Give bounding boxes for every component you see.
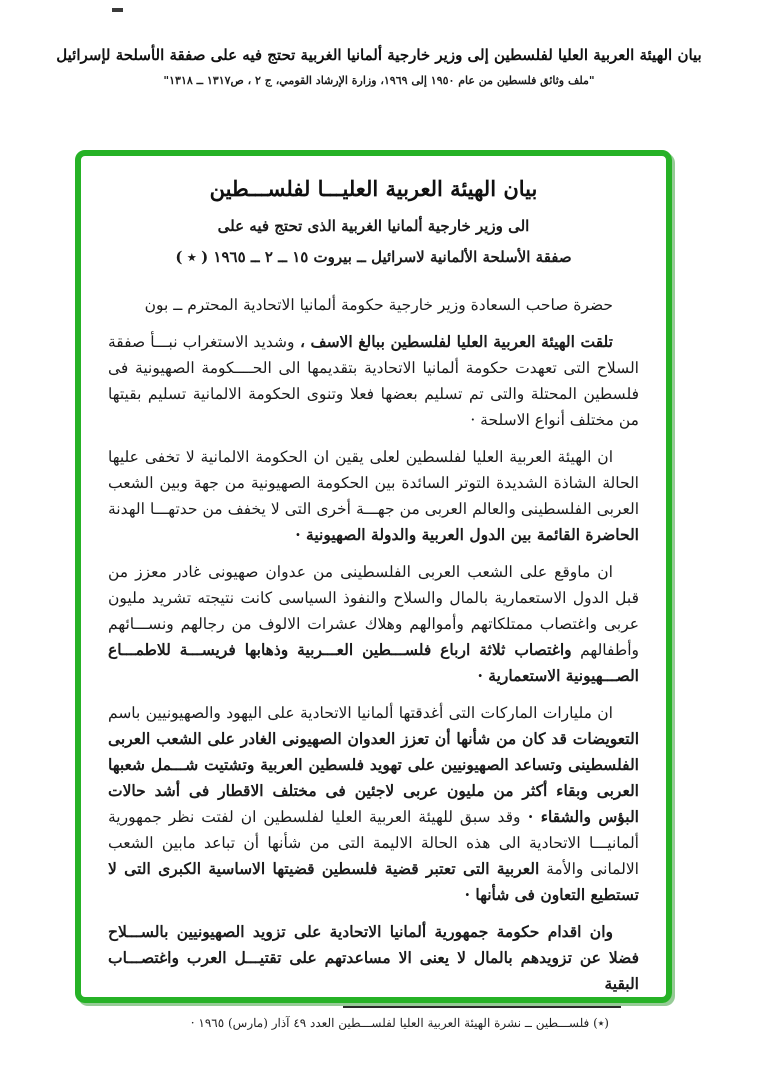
paragraph-segment: ان مليارات الماركات التى أغدقتها ألمانيا الاتحادية على اليهود والصهيونيين باسم [108,704,613,722]
paragraph-segment: تلقت الهيئة العربية العليا لفلسطين ببالغ الاسف ، [294,332,613,351]
paragraph-segment: ان ماوقع على الشعب العربى الفلسطينى من عدوان صهيونى غادر معزز من قبل الدول الاستعمارية بالمال والسلاح والنفوذ السياسى كانت نتيجته تشريد مليون عربى واغتصاب ممتلكاتهم وأموالهم وهلاك عشرات الالوف من رجالهم ونســـائهم وأطفالهم [108,563,639,659]
paragraph-segment: وان اقدام حكومة جمهورية ألمانيا الاتحادية على تزويد الصهيونيين بالســـلاح فضلا عن تزويدهم بالمال لا يعنى الا مساعدتهم على تقتيـــل العرب واغتصـــاب البقية [108,922,639,993]
paragraph-segment: التعويضات قد كان من شأنها أن تعزز العدوان الصهيونى الغادر على الشعب العربى الفلسطينى وتساعد الصهيونيين على تهويد فلسطين العربية وتشتيت شـــمل شعبها العربى وبقاء أكثر من مليون عربى لاجئين فى مختلف الاقطار فى أشد حالات البؤس والشقاء · [108,729,639,826]
scan-artifact-mark [112,8,123,12]
paragraph-segment: الحاضرة القائمة بين الدول العربية والدولة الصهيونية · [295,525,639,544]
statement-title: بيان الهيئة العربية العليـــا لفلســـطين [209,176,538,201]
header-citation-title: بيان الهيئة العربية العليا لفلسطين إلى وزير خارجية ألمانيا الغربية تحتج فيه على صفقة الأسلحة لإسرائيل [56,46,702,64]
header-citation-source: "ملف وثائق فلسطين من عام ١٩٥٠ إلى ١٩٦٩، وزارة الإرشاد القومي، ج ٢ ، ص١٣١٧ ــ ١٣١٨" [163,74,595,87]
footnote-citation: (٭) فلســـطين ــ نشرة الهيئة العربية العليا لفلســـطين العدد ٤٩ آذار (مارس) ١٩٦٥ · [190,1016,609,1030]
paragraph-segment: العربية التى تعتبر قضية فلسطين قضيتها الاساسية الكبرى التى لا تستطيع التعاون فى شأنها · [108,859,639,904]
footnote-separator [343,1006,621,1008]
paragraph-segment: ان الهيئة العربية العليا لفلسطين لعلى يقين ان الحكومة الالمانية لا تخفى عليها الحالة الشاذة الشديدة التوتر السائدة بين الحكومة الصهيونية من جهة وبين الشعب العربى الفلسطينى والعالم العربى من جهـــة أخرى التى لا يخفف من حدتهـــا الهدنة [108,448,639,518]
statement-subtitle-date: صفقة الأسلحة الألمانية لاسرائيل ــ بيروت ١٥ ــ ٢ ــ ١٩٦٥ ( ٭ ) [175,248,572,266]
body-paragraph-2 [108,444,639,548]
body-paragraph-1 [108,329,639,433]
paragraph-segment: وقد سبق للهيئة العربية العليا لفلسطين ان لفتت نظر جمهورية ألمانيـــا الاتحادية الى هذه الحالة الاليمة التى من شأنها أن تباعد مابين الشعب الالمانى والأمة [108,808,639,878]
body-paragraph-3 [108,559,639,689]
body-paragraph-4 [108,700,639,908]
document-frame [75,150,672,1030]
salutation-line: حضرة صاحب السعادة وزير خارجية حكومة ألمانيا الاتحادية المحترم ــ بون [144,296,613,314]
statement-subtitle-addressee: الى وزير خارجية ألمانيا الغربية الذى تحتج فيه على [217,217,530,235]
body-paragraph-5 [108,919,639,997]
header-citation [0,46,758,87]
paragraph-segment: وشديد الاستغراب نبـــأ صفقة السلاح التى تعهدت حكومة ألمانيا الاتحادية بتقديمها الى الحــــكومة الصهيونية فى فلسطين المحتلة والتى تم تسليم بعضها فعلا وتنوى الحكومة الالمانية تسليم بقيتها من مختلف أنواع الاسلحة · [108,333,639,429]
paragraph-segment: واغتصاب ثلاثة ارباع فلســـطين العـــربية وذهابها فريســـة للاطمـــاع الصـــهيونية الاستعمارية · [108,640,639,685]
